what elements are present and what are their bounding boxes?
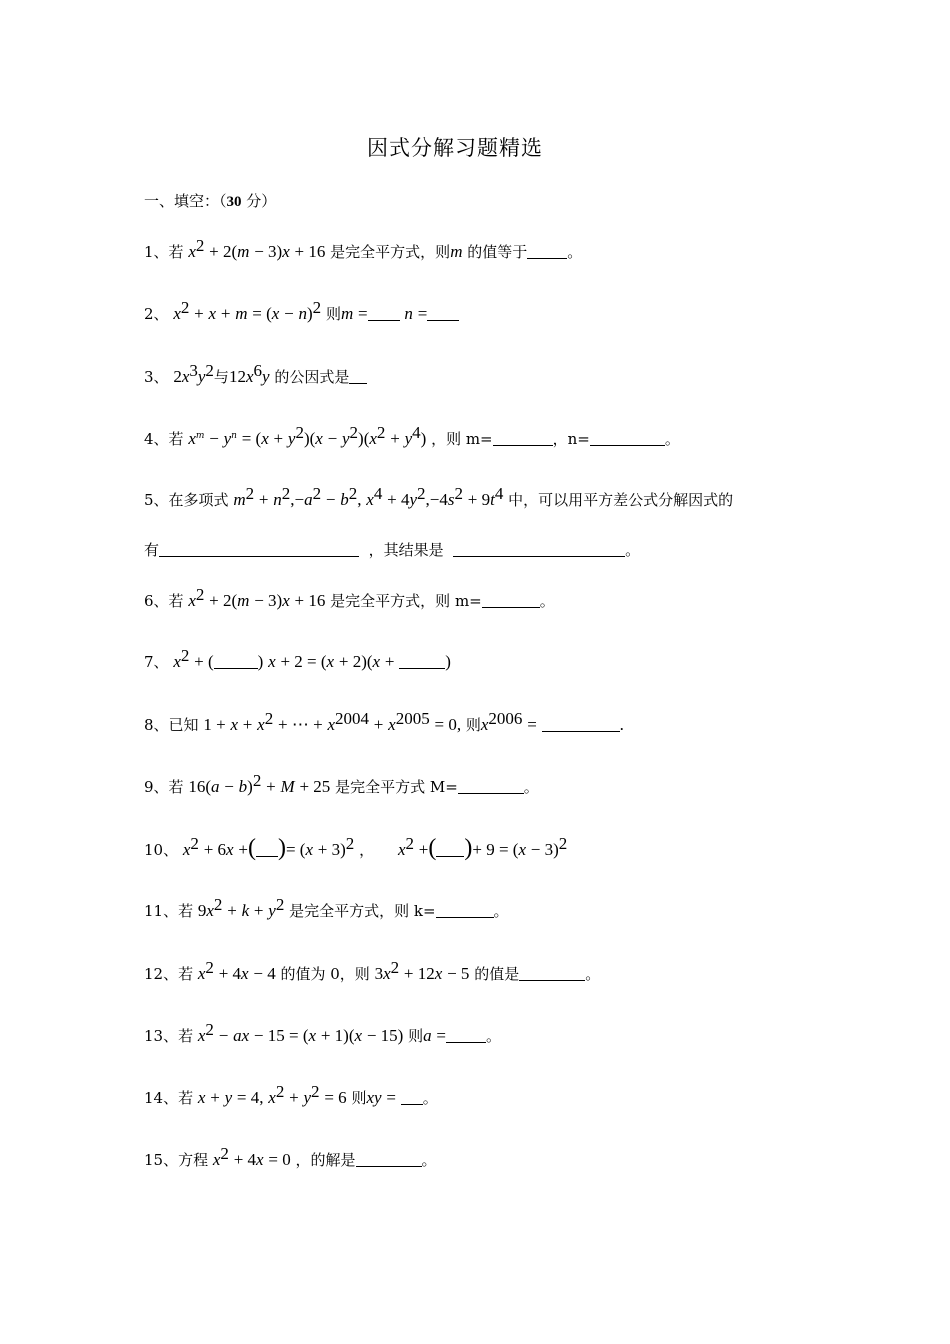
question-5: 5、在多项式 $m^2 + n^2,-a^2 - b^2$, $x^4 + 4y^2,-4s^2 + 9t^4$ 中，可以用平方差公式分解因式的 [144,484,734,509]
section-heading: 一、填空：（30 分） [144,192,277,210]
answer-blank-1[interactable] [214,653,258,669]
answer-blank-m[interactable] [493,430,553,446]
answer-blank[interactable] [482,592,540,608]
answer-blank-2[interactable] [399,653,445,669]
question-6: 6、若 $x^2 + 2(m - 3)x + 16$ 是完全平方式，则 m= 。 [144,585,555,610]
question-13: 13、若 $x^2$ − ax − 15 = (x + 1)(x − 15) 则a = 。 [144,1020,502,1045]
answer-blank[interactable] [356,1151,422,1167]
answer-blank-n[interactable] [427,305,459,321]
answer-blank-m[interactable] [368,305,400,321]
answer-blank[interactable] [349,368,367,384]
answer-blank[interactable] [401,1089,423,1105]
answer-blank[interactable] [436,902,494,918]
answer-blank-result[interactable] [453,541,625,557]
question-9: 9、若 $16(a - b)^2 + M + 25$ 是完全平方式 M= 。 [144,771,539,796]
answer-blank-2[interactable] [436,841,464,857]
question-12: 12、若 $x^2 + 4x - 4$ 的值为 0，则 $3x^2 + 12x - 5$ 的值是 。 [144,958,601,983]
question-2: 2、 $x^2 + x + m = (x - n)^2$ 则m = n = [144,302,459,326]
answer-blank-polynomials[interactable] [159,541,359,557]
question-14: 14、若 x + y = 4, $x^2 + y^2 = 6$ 则xy = 。 [144,1082,438,1107]
answer-blank[interactable] [527,243,567,259]
question-4: 4、若 $x^m - y^n = (x + y^2)(x - y^2)(x^2 + y^4)$ ，则 m= ，n= 。 [144,423,680,448]
question-3: 3、 $2x^3y^2$与$12x^6y$ 的公因式是 [144,365,367,389]
answer-blank[interactable] [458,778,524,794]
question-11: 11、若 $9x^2 + k + y^2$ 是完全平方式，则 k= 。 [144,895,509,920]
answer-blank[interactable] [446,1027,486,1043]
question-10: 10、 $x^2 + 6x$ +( )= $(x + 3)^2$ ， $x^2$ +( )+ $9 = (x - 3)^2$ [144,834,568,861]
question-5-line-2: 有 ，其结果是 。 [144,541,641,559]
answer-blank[interactable] [542,716,620,732]
question-15: 15、方程 $x^2 + 4x = 0$ ，的解是 。 [144,1144,437,1169]
page-title: 因式分解习题精选 [367,136,543,160]
question-1: 1、若 $x^2 + 2(m - 3)x + 16$ 是完全平方式，则m 的值等于 。 [144,236,583,261]
question-8: 8、已知 $1 + x + x^2$ + ⋯ + $x^{2004} + x^{2005} = 0$, 则$x^{2006}$ = . [144,709,624,734]
answer-blank-1[interactable] [256,841,278,857]
answer-blank[interactable] [519,965,585,981]
answer-blank-n[interactable] [590,430,665,446]
question-7: 7、 $x^2$ + ( ) x + 2 = (x + 2)(x + ) [144,646,451,671]
